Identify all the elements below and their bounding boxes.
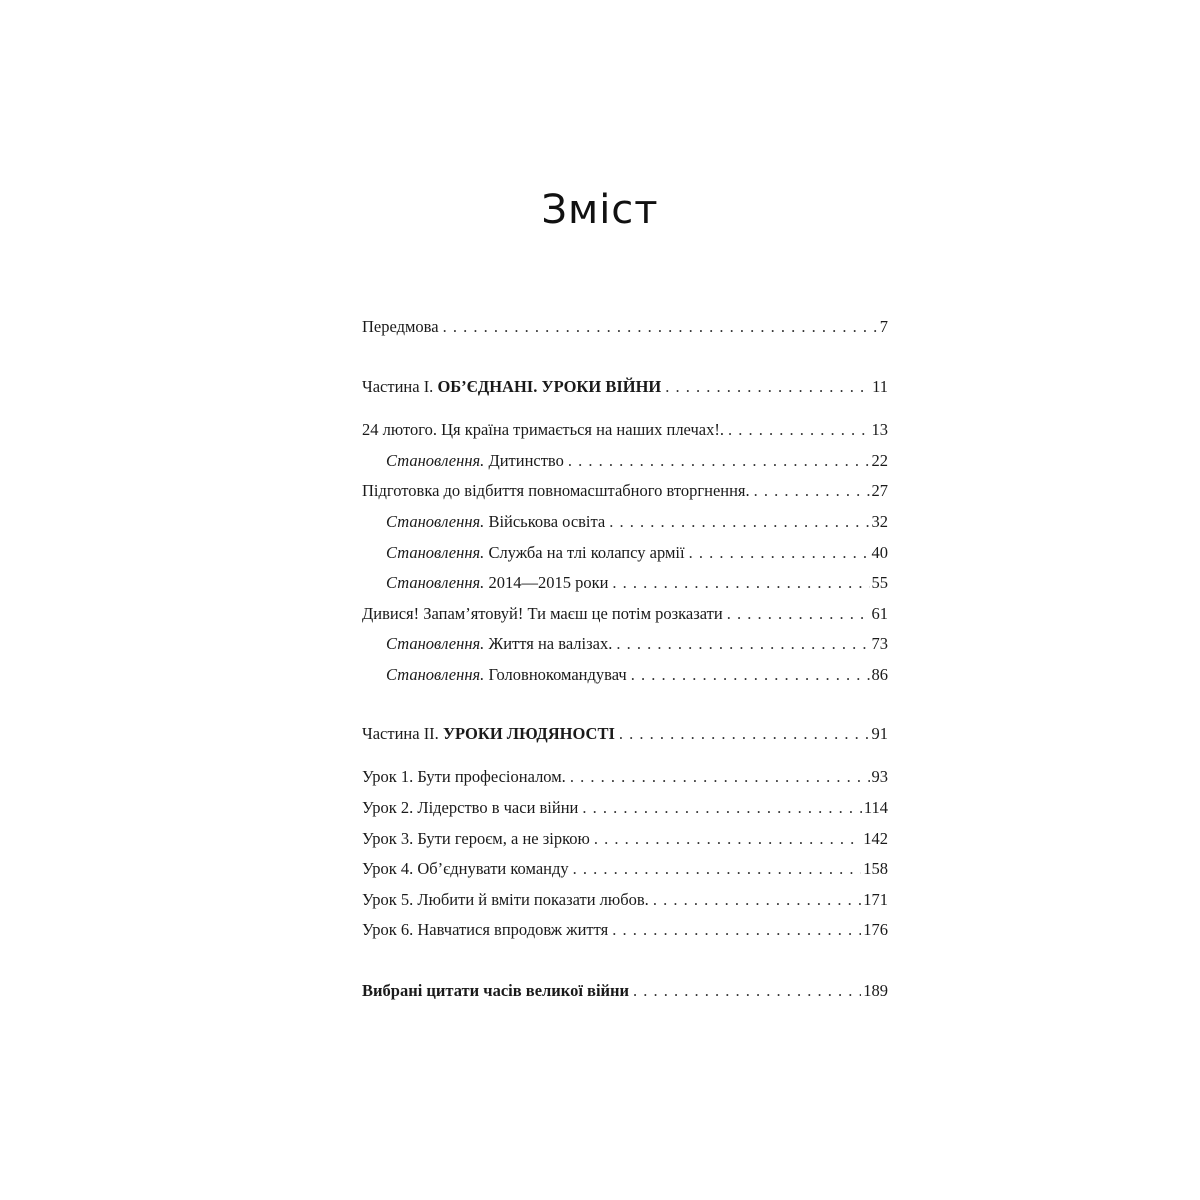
toc-entry-2014-2015 xyxy=(386,572,888,594)
toc-page-number: 40 xyxy=(871,543,888,562)
toc-entry-preface xyxy=(362,316,888,338)
toc-page-number: 171 xyxy=(863,890,888,909)
dot-leader xyxy=(665,376,870,398)
dot-leader xyxy=(443,316,878,338)
toc-entry-prefix: Становлення. xyxy=(386,451,485,470)
toc-entry-text: Підготовка до відбиття повномасштабного вторгнення. xyxy=(362,481,750,500)
toc-entry-label xyxy=(362,828,590,850)
toc-entry-strong: УРОКИ ЛЮДЯНОСТІ xyxy=(442,724,615,743)
toc-entry-selected-quotes xyxy=(362,980,888,1002)
toc-entry-text: Частина І. xyxy=(362,377,438,396)
dot-leader xyxy=(609,511,869,533)
toc-entry-service xyxy=(386,542,888,564)
toc-page-number: 22 xyxy=(871,451,888,470)
dot-leader xyxy=(653,889,861,911)
toc-entry-military-education xyxy=(386,511,888,533)
toc-page-number: 7 xyxy=(879,317,888,336)
dot-leader xyxy=(631,664,870,686)
toc-entry-label xyxy=(362,603,723,625)
toc-entry-text: Урок 5. Любити й вміти показати любов. xyxy=(362,890,649,909)
dot-leader xyxy=(633,980,861,1002)
toc-page-number: 27 xyxy=(871,481,888,500)
dot-leader xyxy=(727,603,870,625)
toc-page-number: 93 xyxy=(871,767,888,786)
dot-leader xyxy=(612,919,861,941)
toc-page-number: 91 xyxy=(871,724,888,743)
toc-entry-look-remember xyxy=(362,603,888,625)
dot-leader xyxy=(568,450,870,472)
toc-entry-label xyxy=(362,766,566,788)
toc-entry-text: Дивися! Запам’ятовуй! Ти маєш це потім розказати xyxy=(362,604,723,623)
toc-entry-text: 24 лютого. Ця країна тримається на наших плечах!. xyxy=(362,420,724,439)
dot-leader xyxy=(573,858,862,880)
toc-entry-preparation xyxy=(362,480,888,502)
toc-entry-label xyxy=(386,664,627,686)
toc-entry-text: Урок 4. Об’єднувати команду xyxy=(362,859,569,878)
toc-entry-text: Частина ІІ. xyxy=(362,724,443,743)
toc-page-number: 13 xyxy=(871,420,888,439)
toc-page-number: 142 xyxy=(863,829,888,848)
toc-entry-life-on-suitcases xyxy=(386,633,888,655)
toc-entry-label xyxy=(386,511,605,533)
dot-leader xyxy=(582,797,861,819)
toc-entry-part-1 xyxy=(362,376,888,398)
toc-entry-part-2 xyxy=(362,723,888,745)
toc-entry-text: Служба на тлі колапсу армії xyxy=(484,543,685,562)
toc-entry-label xyxy=(362,797,578,819)
toc-entry-label xyxy=(362,419,724,441)
toc-page-number: 11 xyxy=(872,377,888,396)
toc-entry-strong: Вибрані цитати часів великої війни xyxy=(362,981,630,1000)
page-title: Зміст xyxy=(541,186,659,233)
dot-leader xyxy=(570,766,870,788)
toc-entry-label xyxy=(386,450,564,472)
toc-entry-label xyxy=(362,919,608,941)
dot-leader xyxy=(619,723,870,745)
toc-entry-text: Життя на валізах. xyxy=(484,634,613,653)
toc-entry-text: Урок 3. Бути героєм, а не зіркою xyxy=(362,829,590,848)
toc-entry-label xyxy=(362,858,569,880)
toc-entry-text: Військова освіта xyxy=(484,512,606,531)
toc-entry-lesson-1 xyxy=(362,766,888,788)
toc-entry-childhood xyxy=(386,450,888,472)
toc-entry-lesson-6 xyxy=(362,919,888,941)
toc-entry-lesson-2 xyxy=(362,797,888,819)
toc-entry-strong: ОБ’ЄДНАНІ. УРОКИ ВІЙНИ xyxy=(437,377,662,396)
toc-entry-text: Передмова xyxy=(362,317,439,336)
toc-entry-text: Дитинство xyxy=(484,451,564,470)
toc-entry-label xyxy=(362,316,439,338)
toc-entry-label xyxy=(362,980,629,1002)
toc-page-number: 86 xyxy=(871,665,888,684)
dot-leader xyxy=(612,572,869,594)
dot-leader xyxy=(754,480,870,502)
toc-entry-label xyxy=(362,889,649,911)
toc-entry-prefix: Становлення. xyxy=(386,573,485,592)
toc-entry-lesson-4 xyxy=(362,858,888,880)
toc-entry-label xyxy=(386,633,612,655)
toc-entry-commander-in-chief xyxy=(386,664,888,686)
toc-entry-prefix: Становлення. xyxy=(386,634,485,653)
toc-entry-text: Урок 6. Навчатися впродовж життя xyxy=(362,920,609,939)
dot-leader xyxy=(594,828,861,850)
toc-entry-text: 2014—2015 роки xyxy=(484,573,609,592)
toc-page-number: 189 xyxy=(863,981,888,1000)
toc-entry-prefix: Становлення. xyxy=(386,512,485,531)
toc-entry-prefix: Становлення. xyxy=(386,543,485,562)
toc-entry-label xyxy=(386,542,685,564)
toc-page-number: 32 xyxy=(871,512,888,531)
toc-entry-label xyxy=(362,723,615,745)
toc-entry-label xyxy=(362,376,661,398)
toc-page-number: 114 xyxy=(863,798,888,817)
toc-entry-prefix: Становлення. xyxy=(386,665,485,684)
toc-page-number: 158 xyxy=(863,859,888,878)
toc-entry-label xyxy=(362,480,750,502)
toc-page-number: 73 xyxy=(871,634,888,653)
toc-page-number: 176 xyxy=(863,920,888,939)
toc-entry-text: Головнокомандувач xyxy=(484,665,627,684)
toc-entry-label xyxy=(386,572,608,594)
dot-leader xyxy=(616,633,869,655)
toc-entry-text: Урок 1. Бути професіоналом. xyxy=(362,767,566,786)
dot-leader xyxy=(689,542,870,564)
toc-entry-lesson-5 xyxy=(362,889,888,911)
toc-entry-text: Урок 2. Лідерство в часи війни xyxy=(362,798,579,817)
toc-page-number: 61 xyxy=(871,604,888,623)
dot-leader xyxy=(728,419,870,441)
toc-entry-feb-24 xyxy=(362,419,888,441)
toc-page-number: 55 xyxy=(871,573,888,592)
toc-entry-lesson-3 xyxy=(362,828,888,850)
